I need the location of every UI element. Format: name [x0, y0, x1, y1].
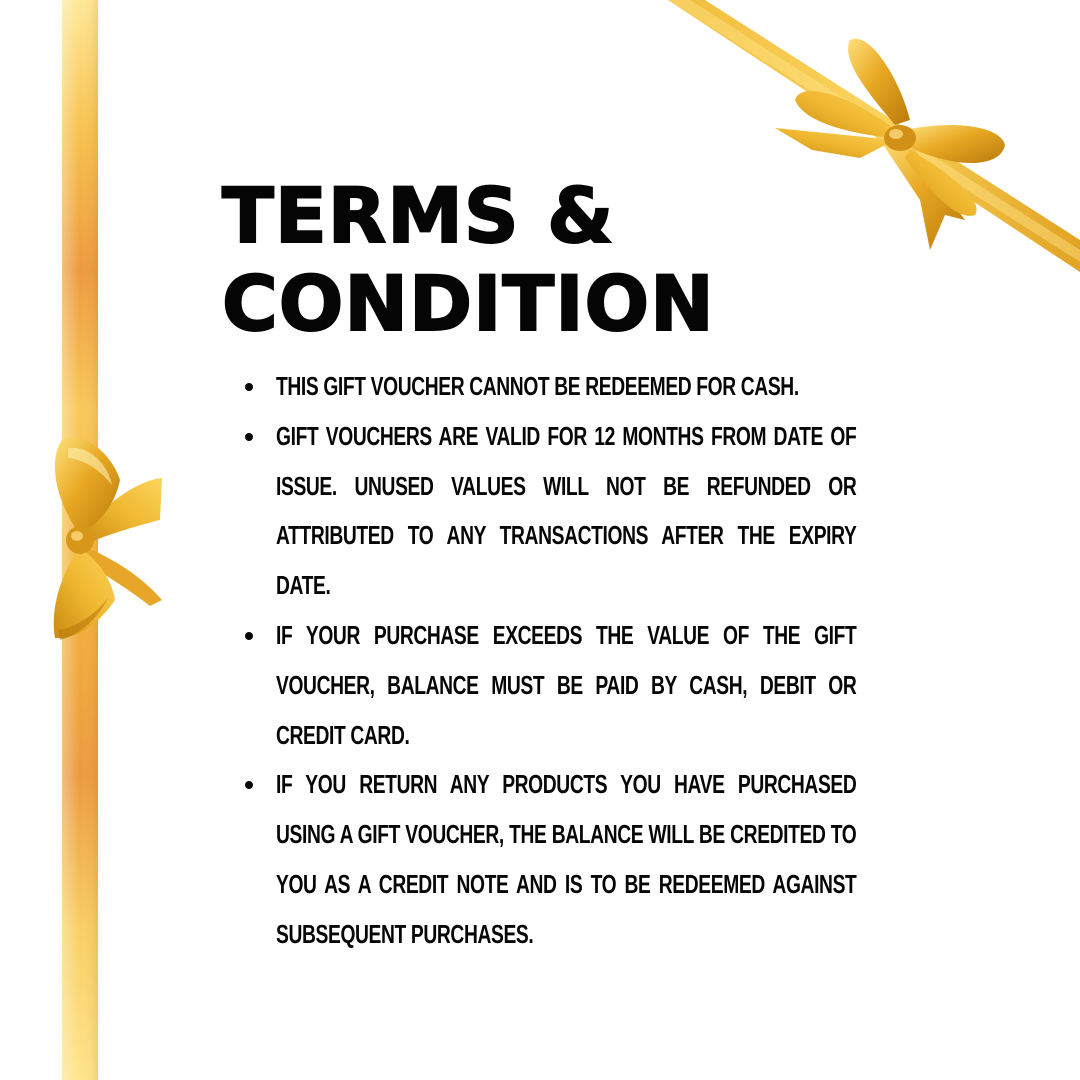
bullet-icon — [245, 781, 253, 789]
bullet-icon — [245, 632, 253, 640]
list-item — [245, 611, 857, 760]
list-item — [245, 362, 857, 412]
terms-list — [245, 362, 857, 960]
term-text: GIFT VOUCHERS ARE VALID FOR 12 MONTHS FROM DATE OF ISSUE. UNUSED VALUES WILL NOT BE REFUNDED OR ATTRIBUTED TO ANY TRANSACTIONS AFTER THE EXPIRY DATE. — [276, 420, 857, 601]
list-item — [245, 412, 857, 611]
term-text: IF YOUR PURCHASE EXCEEDS THE VALUE OF THE GIFT VOUCHER, BALANCE MUST BE PAID BY CASH, DEBIT OR CREDIT CARD. — [276, 619, 857, 750]
title-line-1: TERMS & — [222, 171, 615, 260]
term-text: IF YOU RETURN ANY PRODUCTS YOU HAVE PURCHASED USING A GIFT VOUCHER, THE BALANCE WILL BE CREDITED TO YOU AS A CREDIT NOTE AND IS TO BE REDEEMED AGAINST SUBSEQUENT PURCHASES. — [276, 769, 857, 949]
term-text: THIS GIFT VOUCHER CANNOT BE REDEEMED FOR CASH. — [276, 371, 799, 401]
bullet-icon — [245, 433, 253, 441]
bullet-icon — [245, 383, 253, 391]
gold-bow-left-icon — [54, 438, 162, 640]
page-title — [222, 172, 842, 348]
list-item — [245, 760, 857, 959]
title-line-2: CONDITION — [222, 259, 715, 348]
